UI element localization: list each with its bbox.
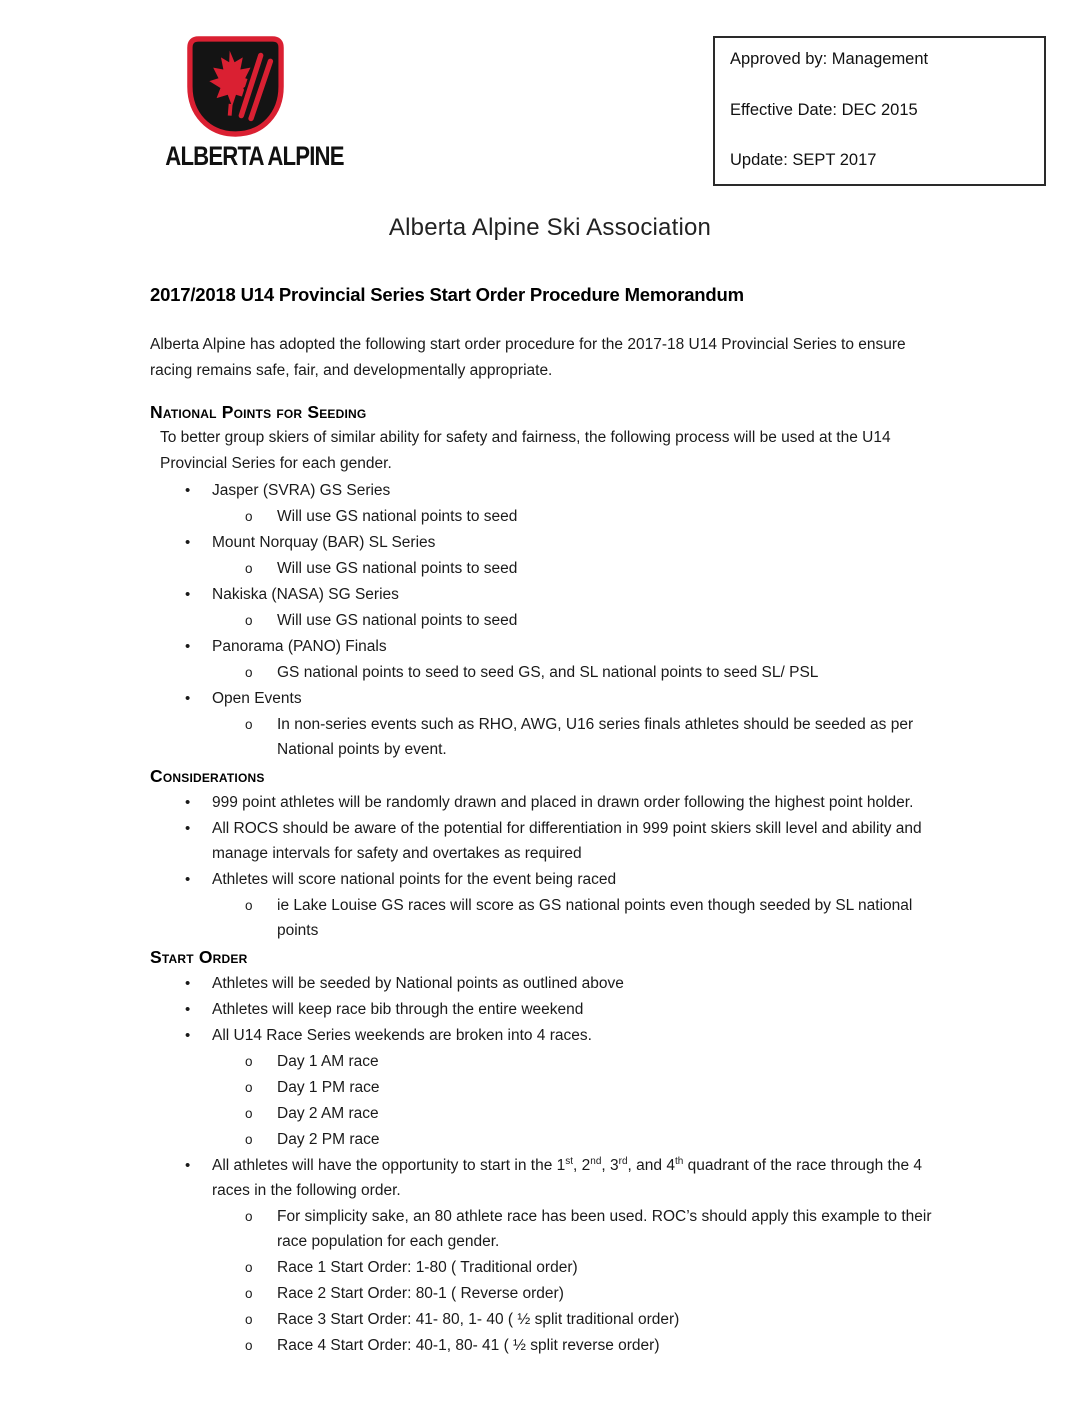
list-item (150, 634, 950, 685)
sub-bullet-list (212, 608, 950, 633)
sub-list-item-text: Day 1 PM race (277, 1079, 380, 1096)
logo-wordmark: ALBERTA ALPINE (165, 141, 344, 171)
sub-bullet-list (212, 660, 950, 685)
sub-list-item (212, 1281, 950, 1306)
sub-list-item-text: In non-series events such as RHO, AWG, U16 series finals athletes should be seeded as per National points by event. (277, 716, 914, 758)
sub-bullet-list (212, 504, 950, 529)
list-item-text: 999 point athletes will be randomly drawn and placed in drawn order following the highest point holder. (212, 794, 914, 811)
section-heading: National Points for Seeding (150, 402, 367, 422)
list-item-text: All athletes will have the opportunity to start in the 1st, 2nd, 3rd, and 4th quadrant of the race through the 4 races in the following order. (212, 1155, 922, 1199)
list-item (150, 1023, 950, 1152)
effective-date-line: Effective Date: DEC 2015 (730, 100, 918, 119)
list-item (150, 686, 950, 762)
memo-content (150, 0, 950, 1358)
list-item (150, 867, 950, 943)
sub-bullet-list (212, 893, 950, 943)
sub-list-item (212, 1075, 950, 1100)
list-item-text: Panorama (PANO) Finals (212, 638, 387, 655)
list-item-text: Mount Norquay (BAR) SL Series (212, 534, 436, 551)
sub-list-item (212, 712, 950, 762)
sub-list-item (212, 1101, 950, 1126)
list-item (150, 790, 950, 815)
sub-list-item-text: Day 2 PM race (277, 1131, 380, 1148)
sub-list-item (212, 1127, 950, 1152)
sub-list-item-text: Race 1 Start Order: 1-80 ( Traditional order) (277, 1259, 578, 1276)
sub-list-item (212, 893, 950, 943)
sub-list-item (212, 1255, 950, 1280)
sub-list-item (212, 1204, 950, 1254)
sub-list-item (212, 1333, 950, 1358)
bullet-list (150, 478, 950, 762)
section-intro: To better group skiers of similar ability for safety and fairness, the following process will be used at the U14 Provincial Series for each gender. (160, 429, 891, 472)
section-heading: Considerations (150, 766, 265, 786)
section-heading: Start Order (150, 947, 248, 967)
sub-list-item-text: ie Lake Louise GS races will score as GS national points even though seeded by SL national points (277, 897, 913, 939)
bullet-list (150, 790, 950, 943)
sub-list-item-text: Race 2 Start Order: 80-1 ( Reverse order) (277, 1285, 564, 1302)
list-item-text: All ROCS should be aware of the potential for differentiation in 999 point skiers skill level and ability and manage intervals for safety and overtakes as required (212, 820, 922, 862)
list-item-text: Athletes will score national points for the event being raced (212, 871, 617, 888)
sub-list-item-text: Race 3 Start Order: 41- 80, 1- 40 ( ½ split traditional order) (277, 1311, 680, 1328)
list-item-text: Jasper (SVRA) GS Series (212, 482, 391, 499)
list-item-text: Open Events (212, 690, 302, 707)
section (150, 400, 950, 762)
sub-list-item (212, 1049, 950, 1074)
sub-bullet-list (212, 556, 950, 581)
list-item (150, 816, 950, 866)
bullet-list (150, 971, 950, 1358)
list-item (150, 971, 950, 996)
sub-bullet-list (212, 1204, 950, 1358)
sub-list-item-text: Will use GS national points to seed (277, 508, 518, 525)
memo-heading: 2017/2018 U14 Provincial Series Start Order Procedure Memorandum (150, 284, 744, 305)
sub-list-item-text: Day 2 AM race (277, 1105, 379, 1122)
list-item (150, 997, 950, 1022)
list-item (150, 530, 950, 581)
list-item-text: Athletes will be seeded by National points as outlined above (212, 975, 624, 992)
update-line: Update: SEPT 2017 (730, 151, 877, 169)
approved-by-line: Approved by: Management (730, 50, 929, 68)
section (150, 945, 950, 1358)
section (150, 764, 950, 943)
list-item (150, 478, 950, 529)
sub-list-item-text: GS national points to seed to seed GS, and SL national points to seed SL/ PSL (277, 664, 819, 681)
sub-bullet-list (212, 712, 950, 762)
sub-list-item-text: Will use GS national points to seed (277, 612, 518, 629)
sub-list-item (212, 504, 950, 529)
list-item (150, 582, 950, 633)
sub-list-item (212, 556, 950, 581)
sub-list-item-text: Day 1 AM race (277, 1053, 379, 1070)
sub-list-item-text: Will use GS national points to seed (277, 560, 518, 577)
sub-list-item-text: For simplicity sake, an 80 athlete race has been used. ROC’s should apply this example to their race population for each gender. (277, 1208, 932, 1250)
memo-sections (150, 400, 950, 1358)
list-item-text: Athletes will keep race bib through the entire weekend (212, 1001, 584, 1018)
sub-list-item (212, 660, 950, 685)
list-item-text: Nakiska (NASA) SG Series (212, 586, 399, 603)
document-title: Alberta Alpine Ski Association (388, 214, 712, 241)
sub-bullet-list (212, 1049, 950, 1152)
sub-list-item (212, 1307, 950, 1332)
list-item (150, 1153, 950, 1358)
sub-list-item (212, 608, 950, 633)
intro-paragraph: Alberta Alpine has adopted the following start order procedure for the 2017-18 U14 Provincial Series to ensure racing remains safe, fair, and developmentally appropriate. (150, 336, 906, 379)
list-item-text: All U14 Race Series weekends are broken into 4 races. (212, 1027, 592, 1044)
sub-list-item-text: Race 4 Start Order: 40-1, 80- 41 ( ½ split reverse order) (277, 1337, 660, 1354)
